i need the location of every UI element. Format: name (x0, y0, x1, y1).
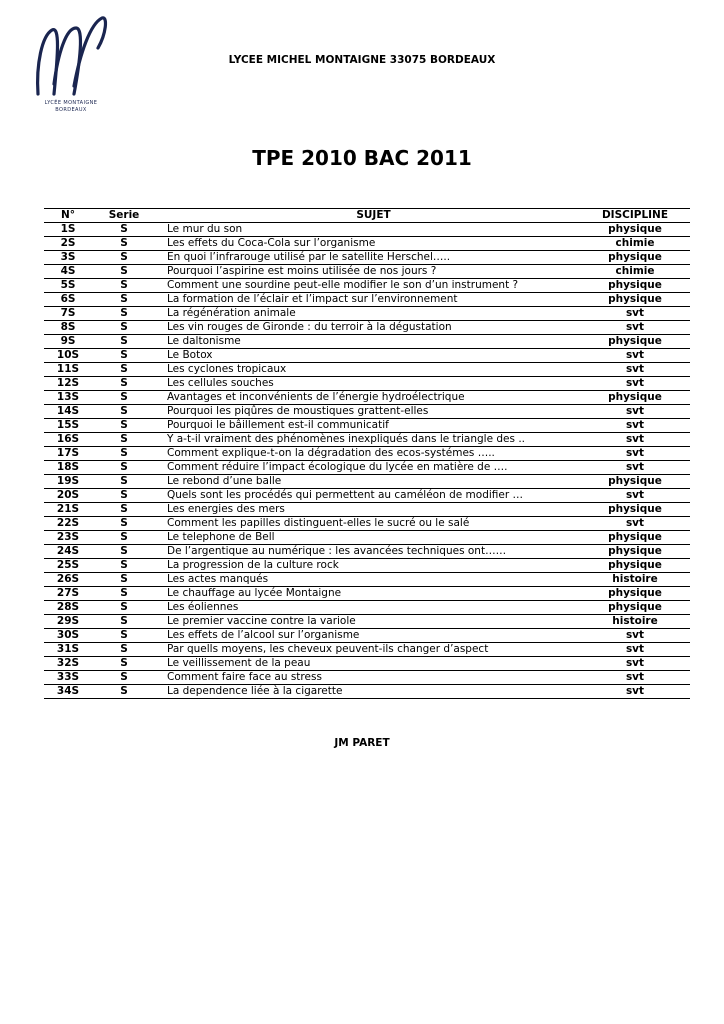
school-name: LYCEE MICHEL MONTAIGNE 33075 BORDEAUX (228, 54, 496, 66)
row-sujet: Comment les papilles distinguent-elles le sucré ou le salé (156, 517, 580, 531)
row-num: 23S (44, 531, 92, 545)
row-discipline: histoire (580, 615, 690, 629)
row-sujet: Comment explique-t-on la dégradation des ecos-systémes ….. (156, 447, 580, 461)
row-discipline: physique (580, 335, 690, 349)
row-num: 17S (44, 447, 92, 461)
row-sujet: La progression de la culture rock (156, 559, 580, 573)
row-num: 15S (44, 419, 92, 433)
table-row (44, 629, 690, 643)
table-row (44, 251, 690, 265)
row-serie: S (92, 335, 156, 349)
row-sujet: De l’argentique au numérique : les avancées techniques ont…… (156, 545, 580, 559)
row-sujet: Le chauffage au lycée Montaigne (156, 587, 580, 601)
row-sujet: Les vin rouges de Gironde : du terroir à la dégustation (156, 321, 580, 335)
table-row (44, 503, 690, 517)
row-num: 11S (44, 363, 92, 377)
row-serie: S (92, 615, 156, 629)
row-discipline: svt (580, 349, 690, 363)
table-row (44, 391, 690, 405)
author-signature: JM PARET (334, 737, 390, 749)
row-serie: S (92, 461, 156, 475)
row-discipline: svt (580, 671, 690, 685)
row-sujet: Le telephone de Bell (156, 531, 580, 545)
row-serie: S (92, 265, 156, 279)
row-num: 14S (44, 405, 92, 419)
row-discipline: physique (580, 251, 690, 265)
row-serie: S (92, 559, 156, 573)
table-row (44, 573, 690, 587)
row-discipline: svt (580, 363, 690, 377)
row-discipline: svt (580, 377, 690, 391)
row-num: 25S (44, 559, 92, 573)
row-num: 28S (44, 601, 92, 615)
row-sujet: Les effets de l’alcool sur l’organisme (156, 629, 580, 643)
table-row (44, 237, 690, 251)
row-num: 26S (44, 573, 92, 587)
row-num: 34S (44, 685, 92, 699)
table-row (44, 643, 690, 657)
table-row (44, 293, 690, 307)
row-num: 13S (44, 391, 92, 405)
table-row (44, 657, 690, 671)
row-num: 3S (44, 251, 92, 265)
row-num: 24S (44, 545, 92, 559)
row-num: 21S (44, 503, 92, 517)
table-row (44, 349, 690, 363)
row-num: 7S (44, 307, 92, 321)
table-row (44, 545, 690, 559)
row-discipline: physique (580, 391, 690, 405)
table-row (44, 517, 690, 531)
row-sujet: La dependence liée à la cigarette (156, 685, 580, 699)
row-serie: S (92, 433, 156, 447)
row-serie: S (92, 307, 156, 321)
table-row (44, 363, 690, 377)
row-serie: S (92, 643, 156, 657)
row-num: 5S (44, 279, 92, 293)
row-discipline: physique (580, 293, 690, 307)
table-row (44, 265, 690, 279)
row-sujet: Les actes manqués (156, 573, 580, 587)
row-discipline: svt (580, 643, 690, 657)
row-discipline: chimie (580, 237, 690, 251)
table-row (44, 377, 690, 391)
row-serie: S (92, 573, 156, 587)
row-serie: S (92, 237, 156, 251)
table-row (44, 405, 690, 419)
row-num: 4S (44, 265, 92, 279)
row-sujet: Comment faire face au stress (156, 671, 580, 685)
row-serie: S (92, 503, 156, 517)
row-serie: S (92, 293, 156, 307)
row-sujet: La régénération animale (156, 307, 580, 321)
row-discipline: svt (580, 629, 690, 643)
table-row (44, 433, 690, 447)
row-sujet: Le mur du son (156, 223, 580, 237)
row-sujet: Le daltonisme (156, 335, 580, 349)
row-num: 19S (44, 475, 92, 489)
row-serie: S (92, 251, 156, 265)
table-row (44, 601, 690, 615)
row-num: 29S (44, 615, 92, 629)
row-discipline: svt (580, 433, 690, 447)
row-serie: S (92, 377, 156, 391)
row-serie: S (92, 531, 156, 545)
row-sujet: Les éoliennes (156, 601, 580, 615)
row-num: 32S (44, 657, 92, 671)
row-serie: S (92, 601, 156, 615)
header-serie: Serie (92, 209, 156, 223)
table-row (44, 447, 690, 461)
row-num: 9S (44, 335, 92, 349)
row-discipline: physique (580, 503, 690, 517)
row-discipline: physique (580, 587, 690, 601)
row-num: 33S (44, 671, 92, 685)
table-row (44, 321, 690, 335)
row-serie: S (92, 349, 156, 363)
row-serie: S (92, 629, 156, 643)
row-sujet: Pourquoi les piqûres de moustiques grattent-elles (156, 405, 580, 419)
row-serie: S (92, 657, 156, 671)
row-sujet: Le veillissement de la peau (156, 657, 580, 671)
row-discipline: svt (580, 685, 690, 699)
header-discipline: DISCIPLINE (580, 209, 690, 223)
table-row (44, 587, 690, 601)
row-sujet: Avantages et inconvénients de l’énergie hydroélectrique (156, 391, 580, 405)
row-discipline: physique (580, 475, 690, 489)
row-sujet: Les energies des mers (156, 503, 580, 517)
table-row (44, 489, 690, 503)
row-sujet: La formation de l’éclair et l’impact sur l’environnement (156, 293, 580, 307)
row-sujet: Par quells moyens, les cheveux peuvent-ils changer d’aspect (156, 643, 580, 657)
row-sujet: Comment une sourdine peut-elle modifier le son d’un instrument ? (156, 279, 580, 293)
row-discipline: chimie (580, 265, 690, 279)
table-row (44, 279, 690, 293)
row-discipline: svt (580, 419, 690, 433)
row-sujet: Y a-t-il vraiment des phénomènes inexpliqués dans le triangle des .. (156, 433, 580, 447)
row-sujet: Pourquoi l’aspirine est moins utilisée de nos jours ? (156, 265, 580, 279)
row-serie: S (92, 223, 156, 237)
page-title: TPE 2010 BAC 2011 (252, 146, 472, 170)
header-sujet: SUJET (156, 209, 580, 223)
table-row (44, 307, 690, 321)
row-discipline: svt (580, 447, 690, 461)
row-discipline: svt (580, 657, 690, 671)
table-row (44, 615, 690, 629)
row-serie: S (92, 545, 156, 559)
row-serie: S (92, 419, 156, 433)
row-num: 22S (44, 517, 92, 531)
row-serie: S (92, 321, 156, 335)
table-row (44, 419, 690, 433)
row-num: 16S (44, 433, 92, 447)
row-serie: S (92, 685, 156, 699)
row-sujet: Le Botox (156, 349, 580, 363)
row-discipline: physique (580, 601, 690, 615)
row-num: 6S (44, 293, 92, 307)
row-sujet: Les effets du Coca-Cola sur l’organisme (156, 237, 580, 251)
table-row (44, 685, 690, 699)
row-serie: S (92, 279, 156, 293)
row-sujet: Le rebond d’une balle (156, 475, 580, 489)
row-serie: S (92, 405, 156, 419)
table-row (44, 559, 690, 573)
row-num: 20S (44, 489, 92, 503)
logo-caption-line1: LYCÉE MONTAIGNE (44, 100, 98, 106)
row-discipline: physique (580, 531, 690, 545)
row-serie: S (92, 475, 156, 489)
row-serie: S (92, 391, 156, 405)
row-serie: S (92, 517, 156, 531)
header-num: N° (44, 209, 92, 223)
row-sujet: Comment réduire l’impact écologique du lycée en matière de …. (156, 461, 580, 475)
row-num: 12S (44, 377, 92, 391)
row-discipline: svt (580, 489, 690, 503)
row-discipline: physique (580, 559, 690, 573)
row-num: 27S (44, 587, 92, 601)
row-num: 18S (44, 461, 92, 475)
row-sujet: Pourquoi le bâillement est-il communicatif (156, 419, 580, 433)
table-row (44, 671, 690, 685)
row-num: 10S (44, 349, 92, 363)
row-discipline: svt (580, 405, 690, 419)
table-row (44, 223, 690, 237)
table-row (44, 461, 690, 475)
row-discipline: svt (580, 321, 690, 335)
table-row (44, 475, 690, 489)
row-serie: S (92, 489, 156, 503)
table-row (44, 335, 690, 349)
row-discipline: physique (580, 545, 690, 559)
table-header-row (44, 209, 690, 223)
row-discipline: histoire (580, 573, 690, 587)
row-discipline: physique (580, 223, 690, 237)
row-serie: S (92, 587, 156, 601)
row-num: 1S (44, 223, 92, 237)
row-discipline: svt (580, 517, 690, 531)
row-num: 8S (44, 321, 92, 335)
row-sujet: Quels sont les procédés qui permettent au caméléon de modifier … (156, 489, 580, 503)
row-discipline: svt (580, 461, 690, 475)
row-sujet: Les cyclones tropicaux (156, 363, 580, 377)
row-serie: S (92, 447, 156, 461)
row-serie: S (92, 363, 156, 377)
topics-table (44, 208, 690, 699)
row-serie: S (92, 671, 156, 685)
row-sujet: Les cellules souches (156, 377, 580, 391)
table-row (44, 531, 690, 545)
row-discipline: physique (580, 279, 690, 293)
row-sujet: Le premier vaccine contre la variole (156, 615, 580, 629)
logo-caption-line2: BORDEAUX (55, 107, 87, 113)
row-discipline: svt (580, 307, 690, 321)
row-num: 31S (44, 643, 92, 657)
row-num: 2S (44, 237, 92, 251)
row-num: 30S (44, 629, 92, 643)
row-sujet: En quoi l’infrarouge utilisé par le satellite Herschel….. (156, 251, 580, 265)
